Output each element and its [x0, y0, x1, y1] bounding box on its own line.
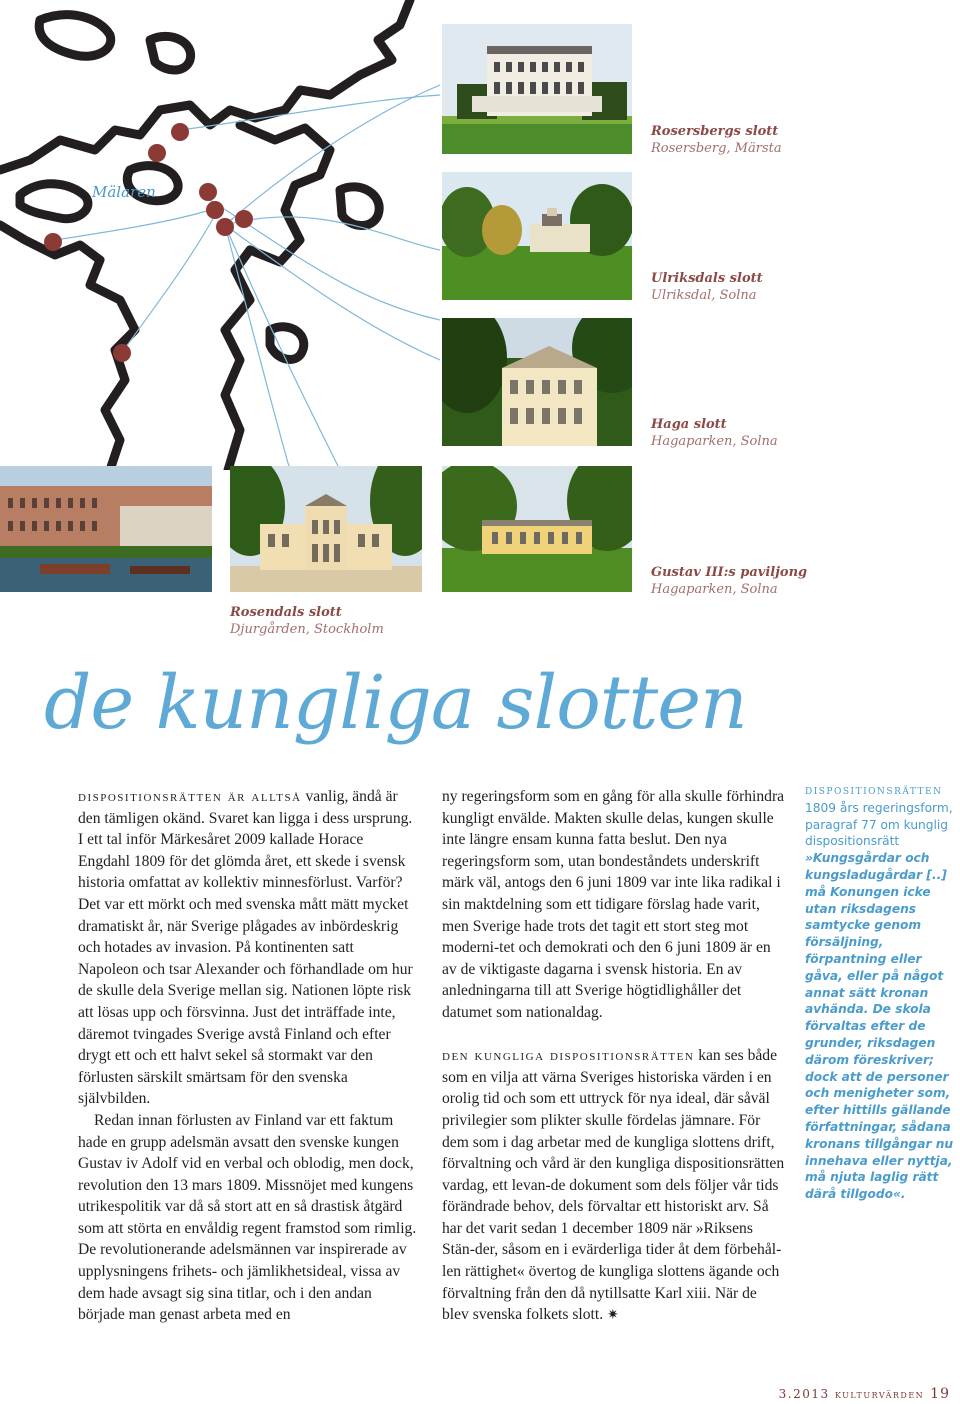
caption-rosendals-slott [230, 604, 384, 638]
paragraph [442, 1045, 786, 1327]
lake-label-malaren: Mälaren [92, 183, 156, 201]
caption-rosersbergs-slott [651, 123, 782, 157]
lead-in: dispositionsrätten är alltså [78, 788, 302, 805]
paragraph-text: kan ses både som en vilja att värna Sveriges historiska värden i en orolig tid och som ett uttryck för nya ideal, där såväl privilegier som plikter skulle fördelas jämnare. För dem som i dag arbetar med de kungliga slottens drift, förvaltning och vård är den kungliga dispositionsrätten vardag, ett levan-de dokument som dels följer vår tids förändrade behov, dels förvaltar ett historiskt arv. Så har det varit sedan 1 december 1809 när »Riksens Stän-der, såsom en i evärderliga tider åt dem förbehål-len rättighet« övertog de kungliga slottens ägande och förvaltning från den då nytillsatte Karl xiii. När de blev svenska folkets slott. [442, 1047, 785, 1324]
caption-place: Rosersberg, Märsta [651, 141, 782, 156]
paragraph: ny regeringsform som en gång för alla skulle förhindra kungligt envälde. Makten skulle delas, kungen skulle inte längre ensam kunna fatta beslut. Den nya regeringsform som, utan bondeståndets underskrift märk väl, antogs den 6 juni 1809 var inte lika radikal i sin maktdelning som ett tidigare förslag hade varit, men Sverige hade trots det tagit ett stort steg mot moderni-tet och demokrati och den 6 juni 1809 är en av de viktigaste dagarna i svensk historia. En av anledningarna till att Sverige högtidlighåller det datumet som nationaldag. [442, 788, 785, 1021]
caption-title: Haga slott [651, 417, 727, 432]
issue-label: 3.2013 kulturvärden [778, 1387, 925, 1401]
caption-gustav-iii-paviljong [651, 564, 807, 598]
caption-title: Ulriksdals slott [651, 271, 763, 286]
page-number: 19 [930, 1386, 950, 1402]
article-column-2 [442, 786, 786, 1327]
caption-place: Djurgården, Stockholm [230, 622, 384, 637]
caption-place: Hagaparken, Solna [651, 582, 778, 597]
photo-rosersbergs-slott [442, 24, 632, 154]
page-headline: de kungliga slotten [44, 660, 747, 746]
caption-title: Rosendals slott [230, 605, 342, 620]
photo-ulriksdals-slott [442, 172, 632, 300]
caption-title: Gustav III:s paviljong [651, 565, 808, 580]
paragraph-text: vanlig, ändå är den tämligen okänd. Svaret kan ligga i dess ursprung. I ett tal inför Märkesåret 2009 kallade Horace Engdahl 1809 för det glömda året, ett skede i svensk historia omfattat av kollektiv minnesförlust. Varför? Det var ett mörkt och med svenska mått mätt mycket dramatiskt år, när Sverige plågades av inbördeskrig och hotades av invasion. På kontinenten satt Napoleon och tsar Alexander och förhandlade om hur de skulle dela Sverige mellan sig. Nationen löpte risk att lösas upp och försvinna. Just det inträffade inte, däremot tvingades Sverige avstå Finland och efter drygt ett och ett halvt sekel så stormakt var den förlusten särskilt smärtsam för den svenska självbilden. [78, 788, 413, 1108]
paragraph [78, 786, 418, 1110]
article-column-1 [78, 786, 418, 1326]
caption-ulriksdals-slott [651, 270, 763, 304]
photo-stockholm-waterfront [0, 466, 212, 592]
photo-haga-slott [442, 318, 632, 446]
sidebar-intro: 1809 års regeringsform, paragraf 77 om kunglig dispositionsrätt [805, 800, 953, 849]
sidebar-quote-box [805, 783, 960, 1203]
caption-haga-slott [651, 416, 778, 450]
photo-rosendals-slott [230, 466, 422, 592]
caption-place: Ulriksdal, Solna [651, 288, 757, 303]
photo-gustav-iii-paviljong [442, 466, 632, 592]
sidebar-quote: »Kungsgårdar och kungsladugårdar [..] må Konungen icke utan riksdagens samtycke genom försäljning, förpantning eller gåva, eller på något annat sätt kronan avhända. De skola förvaltas efter de grunder, riksdagen därom föreskriver; dock att de personer och menigheter som, efter hittills gällande författningar, sådana kronans tillgångar nu innehava eller nyttja, må njuta laglig rätt därå tillgodo«. [805, 851, 954, 1202]
lead-in: den kungliga dispositionsrätten [442, 1047, 695, 1065]
caption-place: Hagaparken, Solna [651, 434, 778, 449]
castle-location-map [0, 0, 440, 470]
page-footer [779, 1386, 950, 1402]
end-mark-icon: ✷ [607, 1308, 619, 1324]
paragraph: Redan innan förlusten av Finland var ett faktum hade en grupp adelsmän avsatt den svenske kungen Gustav iv Adolf vid en verbal och oblodig, men dock, revolution den 13 mars 1809. Missnöjet med kungens utrikespolitik var då så stort att en så drastisk åtgärd som att störta en envåldig regent framstod som rimlig. De revolutionerande adelsmännen var inspirerade av upplysningens frihets- och jämlikhetsideal, vissa av dem hade avsagt sig sina titlar, och i den andan började man genast arbeta med en [78, 1111, 417, 1324]
caption-title: Rosersbergs slott [651, 124, 779, 139]
sidebar-heading: dispositionsrätten [805, 783, 943, 798]
